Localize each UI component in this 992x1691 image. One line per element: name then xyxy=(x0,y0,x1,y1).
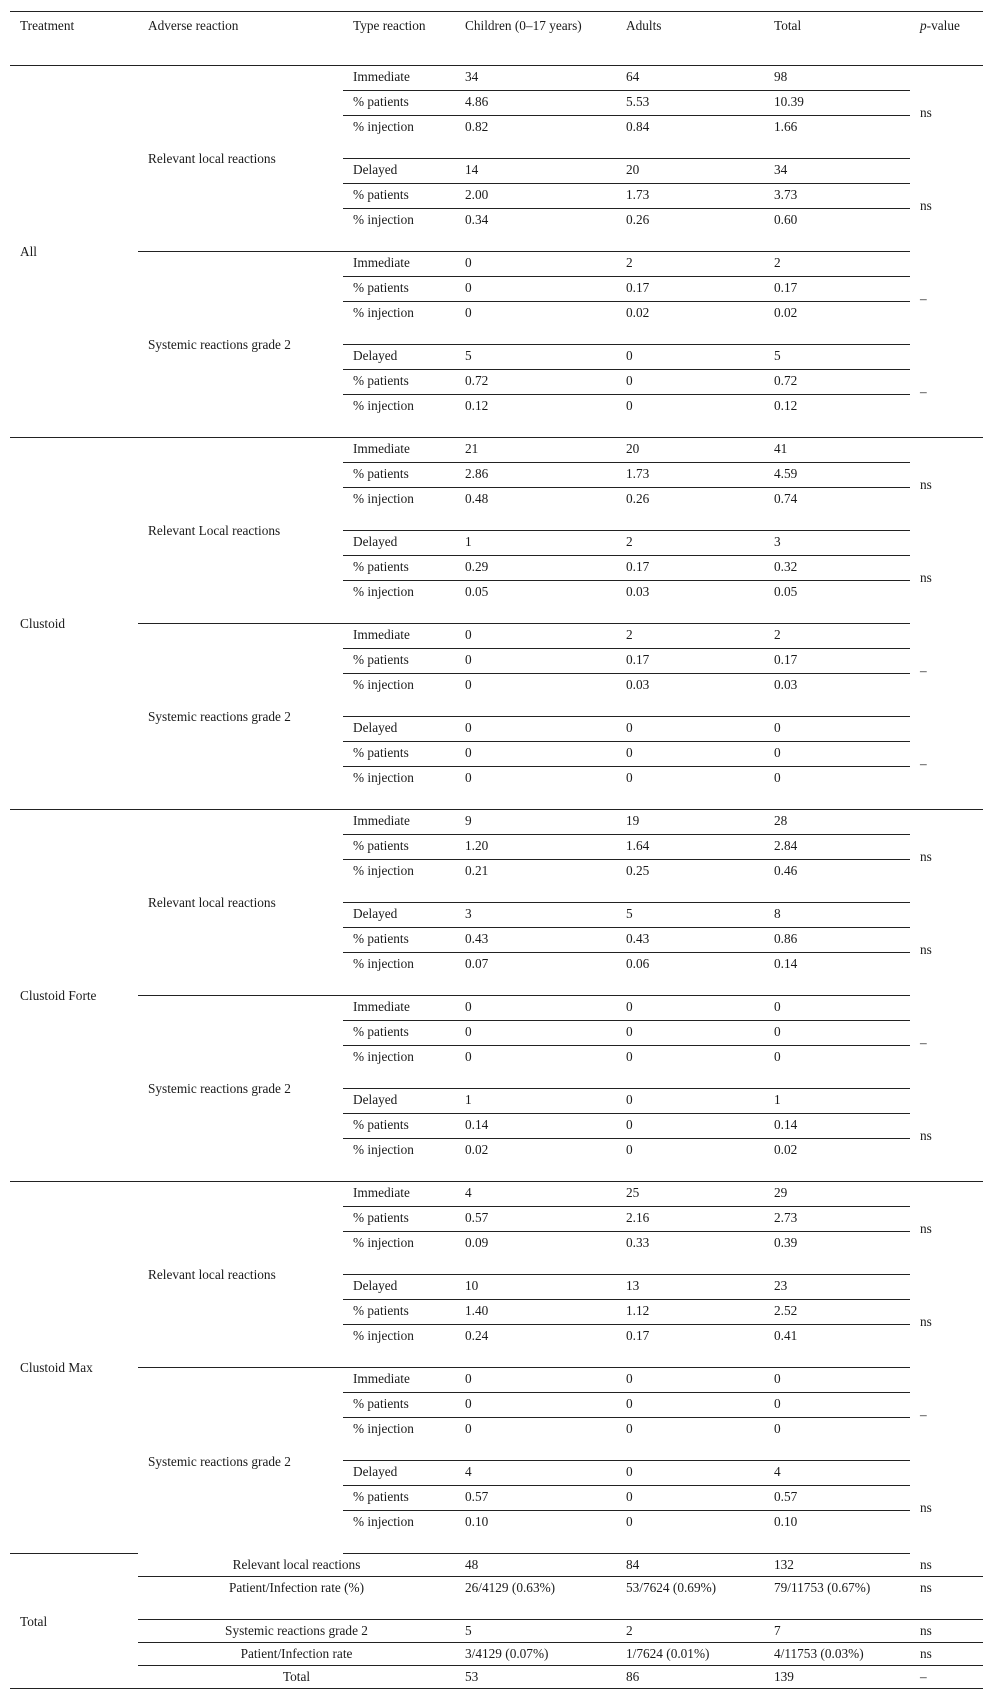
total-value: 34 xyxy=(764,159,910,184)
type-reaction-cell: Delayed xyxy=(343,903,455,928)
total-value: 0.14 xyxy=(764,1114,910,1139)
total-value: 0.39 xyxy=(764,1232,910,1275)
total-value: 4.59 xyxy=(764,463,910,488)
total-value: 1.66 xyxy=(764,116,910,159)
type-reaction-cell: % patients xyxy=(343,556,455,581)
type-reaction-cell: % patients xyxy=(343,1300,455,1325)
col-header-adverse-reaction: Adverse reaction xyxy=(138,12,343,66)
type-reaction-cell: % patients xyxy=(343,463,455,488)
col-header-type-reaction: Type reaction xyxy=(343,12,455,66)
adults-value: 0.43 xyxy=(616,928,764,953)
adults-value: 20 xyxy=(616,159,764,184)
type-reaction-cell: Delayed xyxy=(343,531,455,556)
adults-value: 0 xyxy=(616,1393,764,1418)
p-value-cell: ns xyxy=(920,197,932,213)
total-value: 0.72 xyxy=(764,370,910,395)
children-value: 0 xyxy=(455,302,616,345)
type-reaction-cell: % patients xyxy=(343,649,455,674)
adults-value: 13 xyxy=(616,1275,764,1300)
adults-value: 0 xyxy=(616,1418,764,1461)
total-value: 3.73 xyxy=(764,184,910,209)
p-value-cell: ns xyxy=(910,810,983,903)
type-reaction-cell: % patients xyxy=(343,835,455,860)
children-value: 9 xyxy=(455,810,616,835)
total-value: 2 xyxy=(764,252,910,277)
children-value: 0 xyxy=(455,1021,616,1046)
adults-value: 0 xyxy=(616,742,764,767)
type-reaction-cell: Delayed xyxy=(343,159,455,184)
totals-p-value: ns xyxy=(910,1620,983,1643)
type-reaction-cell: Delayed xyxy=(343,717,455,742)
total-value: 0.41 xyxy=(764,1325,910,1368)
table-row xyxy=(10,1368,983,1393)
col-header-treatment: Treatment xyxy=(10,12,138,66)
adults-value: 0.03 xyxy=(616,674,764,717)
adverse-reactions-table xyxy=(10,11,983,1689)
totals-total: 132 xyxy=(764,1554,910,1577)
children-value: 0 xyxy=(455,717,616,742)
type-reaction-cell: % injection xyxy=(343,1139,455,1182)
totals-adults: 53/7624 (0.69%) xyxy=(616,1577,764,1620)
type-reaction-cell: % patients xyxy=(343,184,455,209)
adults-value: 0.26 xyxy=(616,488,764,531)
adults-value: 0.17 xyxy=(616,277,764,302)
type-reaction-cell: % injection xyxy=(343,1418,455,1461)
children-value: 34 xyxy=(455,66,616,91)
adults-value: 0.03 xyxy=(616,581,764,624)
adults-value: 1.73 xyxy=(616,184,764,209)
table-row xyxy=(10,810,983,835)
children-value: 0 xyxy=(455,252,616,277)
p-value-cell: – xyxy=(920,755,927,771)
adults-value: 0 xyxy=(616,1461,764,1486)
total-value: 0 xyxy=(764,717,910,742)
type-reaction-cell: % injection xyxy=(343,395,455,438)
adults-value: 1.73 xyxy=(616,463,764,488)
total-value: 0.57 xyxy=(764,1486,910,1511)
children-value: 0 xyxy=(455,1368,616,1393)
total-value: 0.05 xyxy=(764,581,910,624)
adverse-reaction-cell: Relevant local reactions xyxy=(138,810,343,996)
p-value-cell: ns xyxy=(920,569,932,585)
total-value: 0 xyxy=(764,996,910,1021)
type-reaction-cell: Immediate xyxy=(343,996,455,1021)
total-value: 0.02 xyxy=(764,1139,910,1182)
adults-value: 0 xyxy=(616,767,764,810)
total-value: 0 xyxy=(764,742,910,767)
type-reaction-cell: Delayed xyxy=(343,1089,455,1114)
p-suffix: -value xyxy=(926,18,960,33)
totals-adults: 2 xyxy=(616,1620,764,1643)
total-value: 0.12 xyxy=(764,395,910,438)
children-value: 0 xyxy=(455,767,616,810)
children-value: 0 xyxy=(455,1046,616,1089)
adults-value: 0.02 xyxy=(616,302,764,345)
children-value: 3 xyxy=(455,903,616,928)
adults-value: 0.17 xyxy=(616,649,764,674)
totals-section xyxy=(10,1554,983,1689)
adults-value: 2 xyxy=(616,252,764,277)
adults-value: 0 xyxy=(616,996,764,1021)
col-header-p-value xyxy=(910,12,983,66)
children-value: 0 xyxy=(455,649,616,674)
total-value: 3 xyxy=(764,531,910,556)
totals-p-value: ns xyxy=(910,1643,983,1666)
adults-value: 0.84 xyxy=(616,116,764,159)
totals-children: 26/4129 (0.63%) xyxy=(455,1577,616,1620)
total-value: 0.17 xyxy=(764,649,910,674)
totals-children: 3/4129 (0.07%) xyxy=(455,1643,616,1666)
totals-p-value: ns xyxy=(910,1577,983,1620)
children-value: 0 xyxy=(455,1418,616,1461)
adults-value: 1.12 xyxy=(616,1300,764,1325)
children-value: 0.14 xyxy=(455,1114,616,1139)
type-reaction-cell: % patients xyxy=(343,1114,455,1139)
children-value: 0 xyxy=(455,742,616,767)
total-value: 0 xyxy=(764,1046,910,1089)
total-value: 0.17 xyxy=(764,277,910,302)
children-value: 1.40 xyxy=(455,1300,616,1325)
total-value: 0.60 xyxy=(764,209,910,252)
treatment-cell: All xyxy=(10,66,138,438)
children-value: 0.21 xyxy=(455,860,616,903)
totals-total: 79/11753 (0.67%) xyxy=(764,1577,910,1620)
p-value-cell: ns xyxy=(910,66,983,159)
type-reaction-cell: % injection xyxy=(343,1046,455,1089)
adults-value: 0 xyxy=(616,1368,764,1393)
adverse-reaction-cell: Systemic reactions grade 2 xyxy=(148,1081,291,1097)
adults-value: 0.06 xyxy=(616,953,764,996)
children-value: 0.34 xyxy=(455,209,616,252)
total-value: 2.52 xyxy=(764,1300,910,1325)
adults-value: 0 xyxy=(616,1021,764,1046)
total-value: 0.74 xyxy=(764,488,910,531)
total-value: 4 xyxy=(764,1461,910,1486)
p-italic: p xyxy=(920,18,927,33)
total-value: 23 xyxy=(764,1275,910,1300)
adults-value: 64 xyxy=(616,66,764,91)
total-value: 0.03 xyxy=(764,674,910,717)
type-reaction-cell: % injection xyxy=(343,488,455,531)
adults-value: 1.64 xyxy=(616,835,764,860)
adults-value: 2.16 xyxy=(616,1207,764,1232)
p-value-cell: ns xyxy=(920,1499,932,1515)
total-value: 10.39 xyxy=(764,91,910,116)
totals-total: 139 xyxy=(764,1666,910,1689)
children-value: 0.12 xyxy=(455,395,616,438)
table-row xyxy=(10,1182,983,1207)
total-value: 5 xyxy=(764,345,910,370)
p-value-cell: ns xyxy=(920,1127,932,1143)
adverse-reaction-cell: Relevant Local reactions xyxy=(138,438,343,624)
p-value-cell: – xyxy=(920,1406,927,1422)
totals-p-value: ns xyxy=(910,1554,983,1577)
type-reaction-cell: % patients xyxy=(343,91,455,116)
type-reaction-cell: Immediate xyxy=(343,252,455,277)
type-reaction-cell: % injection xyxy=(343,209,455,252)
total-value: 0 xyxy=(764,1393,910,1418)
table-row xyxy=(10,438,983,463)
totals-label: Patient/Infection rate (%) xyxy=(138,1577,455,1620)
total-value: 28 xyxy=(764,810,910,835)
children-value: 0.43 xyxy=(455,928,616,953)
children-value: 1 xyxy=(455,1089,616,1114)
totals-row xyxy=(10,1666,983,1689)
children-value: 0.72 xyxy=(455,370,616,395)
children-value: 4 xyxy=(455,1182,616,1207)
type-reaction-cell: % patients xyxy=(343,1021,455,1046)
adverse-reaction-cell: Systemic reactions grade 2 xyxy=(148,1453,291,1469)
children-value: 0.02 xyxy=(455,1139,616,1182)
adults-value: 5.53 xyxy=(616,91,764,116)
type-reaction-cell: % injection xyxy=(343,581,455,624)
adults-value: 0.33 xyxy=(616,1232,764,1275)
children-value: 0.24 xyxy=(455,1325,616,1368)
adults-value: 5 xyxy=(616,903,764,928)
type-reaction-cell: % injection xyxy=(343,302,455,345)
p-value-cell: ns xyxy=(920,941,932,957)
totals-label: Patient/Infection rate xyxy=(138,1643,455,1666)
totals-total: 4/11753 (0.03%) xyxy=(764,1643,910,1666)
adverse-reaction-cell: Systemic reactions grade 2 xyxy=(148,709,291,725)
adverse-reaction-cell: Relevant local reactions xyxy=(138,1182,343,1368)
col-header-adults: Adults xyxy=(616,12,764,66)
treatment-cell: Clustoid Max xyxy=(10,1182,138,1554)
total-value: 0.14 xyxy=(764,953,910,996)
adults-value: 0 xyxy=(616,370,764,395)
p-value-cell: ns xyxy=(920,1313,932,1329)
adults-value: 0 xyxy=(616,395,764,438)
totals-treatment: Total xyxy=(10,1554,138,1689)
p-value-cell: – xyxy=(920,383,927,399)
children-value: 0.29 xyxy=(455,556,616,581)
total-value: 0 xyxy=(764,767,910,810)
type-reaction-cell: % injection xyxy=(343,953,455,996)
adults-value: 2 xyxy=(616,531,764,556)
children-value: 1 xyxy=(455,531,616,556)
adults-value: 0 xyxy=(616,1114,764,1139)
type-reaction-cell: Immediate xyxy=(343,810,455,835)
total-value: 0.46 xyxy=(764,860,910,903)
total-value: 0.02 xyxy=(764,302,910,345)
children-value: 0.48 xyxy=(455,488,616,531)
children-value: 0 xyxy=(455,624,616,649)
totals-label: Relevant local reactions xyxy=(138,1554,455,1577)
type-reaction-cell: % injection xyxy=(343,1232,455,1275)
children-value: 14 xyxy=(455,159,616,184)
totals-children: 48 xyxy=(455,1554,616,1577)
adults-value: 0 xyxy=(616,1511,764,1554)
totals-row xyxy=(10,1620,983,1643)
adults-value: 20 xyxy=(616,438,764,463)
children-value: 2.86 xyxy=(455,463,616,488)
type-reaction-cell: Immediate xyxy=(343,438,455,463)
type-reaction-cell: % patients xyxy=(343,277,455,302)
children-value: 0.57 xyxy=(455,1486,616,1511)
total-value: 1 xyxy=(764,1089,910,1114)
totals-row xyxy=(10,1554,983,1577)
children-value: 0.05 xyxy=(455,581,616,624)
adults-value: 0 xyxy=(616,1089,764,1114)
total-value: 41 xyxy=(764,438,910,463)
adults-value: 0.25 xyxy=(616,860,764,903)
adults-value: 0.17 xyxy=(616,556,764,581)
p-value-cell: ns xyxy=(910,1182,983,1275)
children-value: 21 xyxy=(455,438,616,463)
children-value: 4.86 xyxy=(455,91,616,116)
children-value: 0 xyxy=(455,1393,616,1418)
totals-children: 5 xyxy=(455,1620,616,1643)
type-reaction-cell: Immediate xyxy=(343,66,455,91)
p-value-cell: – xyxy=(920,662,927,678)
totals-label: Total xyxy=(138,1666,455,1689)
children-value: 2.00 xyxy=(455,184,616,209)
adults-value: 0 xyxy=(616,1486,764,1511)
children-value: 0 xyxy=(455,674,616,717)
total-value: 2 xyxy=(764,624,910,649)
table-row xyxy=(10,624,983,649)
total-value: 0.86 xyxy=(764,928,910,953)
type-reaction-cell: % patients xyxy=(343,928,455,953)
table-row xyxy=(10,996,983,1021)
children-value: 4 xyxy=(455,1461,616,1486)
header-row xyxy=(10,12,983,66)
total-value: 8 xyxy=(764,903,910,928)
col-header-children: Children (0–17 years) xyxy=(455,12,616,66)
children-value: 5 xyxy=(455,345,616,370)
adverse-reaction-cell: Systemic reactions grade 2 xyxy=(148,337,291,353)
total-value: 0 xyxy=(764,1368,910,1393)
type-reaction-cell: Immediate xyxy=(343,1182,455,1207)
type-reaction-cell: % injection xyxy=(343,1511,455,1554)
adults-value: 0.26 xyxy=(616,209,764,252)
type-reaction-cell: % patients xyxy=(343,742,455,767)
type-reaction-cell: % patients xyxy=(343,1486,455,1511)
children-value: 0 xyxy=(455,996,616,1021)
total-value: 2.84 xyxy=(764,835,910,860)
totals-row xyxy=(10,1577,983,1620)
adults-value: 2 xyxy=(616,624,764,649)
adults-value: 19 xyxy=(616,810,764,835)
totals-children: 53 xyxy=(455,1666,616,1689)
total-value: 0 xyxy=(764,1021,910,1046)
adults-value: 25 xyxy=(616,1182,764,1207)
table-row xyxy=(10,252,983,277)
children-value: 0.07 xyxy=(455,953,616,996)
totals-row xyxy=(10,1643,983,1666)
col-header-total: Total xyxy=(764,12,910,66)
children-value: 0 xyxy=(455,277,616,302)
treatment-cell: Clustoid Forte xyxy=(10,810,138,1182)
total-value: 29 xyxy=(764,1182,910,1207)
type-reaction-cell: % injection xyxy=(343,674,455,717)
type-reaction-cell: % patients xyxy=(343,1393,455,1418)
p-value-cell: – xyxy=(920,290,927,306)
totals-adults: 86 xyxy=(616,1666,764,1689)
type-reaction-cell: % patients xyxy=(343,370,455,395)
type-reaction-cell: % injection xyxy=(343,116,455,159)
children-value: 0.09 xyxy=(455,1232,616,1275)
type-reaction-cell: % injection xyxy=(343,1325,455,1368)
adults-value: 0 xyxy=(616,717,764,742)
total-value: 2.73 xyxy=(764,1207,910,1232)
totals-adults: 1/7624 (0.01%) xyxy=(616,1643,764,1666)
adults-value: 0 xyxy=(616,1139,764,1182)
type-reaction-cell: Delayed xyxy=(343,1275,455,1300)
treatment-cell: Clustoid xyxy=(10,438,138,810)
type-reaction-cell: Delayed xyxy=(343,1461,455,1486)
type-reaction-cell: Immediate xyxy=(343,1368,455,1393)
total-value: 98 xyxy=(764,66,910,91)
total-value: 0.10 xyxy=(764,1511,910,1554)
totals-label: Systemic reactions grade 2 xyxy=(138,1620,455,1643)
totals-p-value: – xyxy=(910,1666,983,1689)
p-value-cell: ns xyxy=(910,438,983,531)
adults-value: 0 xyxy=(616,1046,764,1089)
children-value: 0.57 xyxy=(455,1207,616,1232)
adverse-reaction-cell: Relevant local reactions xyxy=(138,66,343,252)
children-value: 1.20 xyxy=(455,835,616,860)
type-reaction-cell: Delayed xyxy=(343,345,455,370)
totals-adults: 84 xyxy=(616,1554,764,1577)
children-value: 0.82 xyxy=(455,116,616,159)
total-value: 0.32 xyxy=(764,556,910,581)
type-reaction-cell: % patients xyxy=(343,1207,455,1232)
type-reaction-cell: % injection xyxy=(343,767,455,810)
p-value-cell: – xyxy=(920,1034,927,1050)
type-reaction-cell: Immediate xyxy=(343,624,455,649)
totals-total: 7 xyxy=(764,1620,910,1643)
children-value: 10 xyxy=(455,1275,616,1300)
table-row xyxy=(10,66,983,91)
children-value: 0.10 xyxy=(455,1511,616,1554)
adults-value: 0 xyxy=(616,345,764,370)
total-value: 0 xyxy=(764,1418,910,1461)
adults-value: 0.17 xyxy=(616,1325,764,1368)
type-reaction-cell: % injection xyxy=(343,860,455,903)
